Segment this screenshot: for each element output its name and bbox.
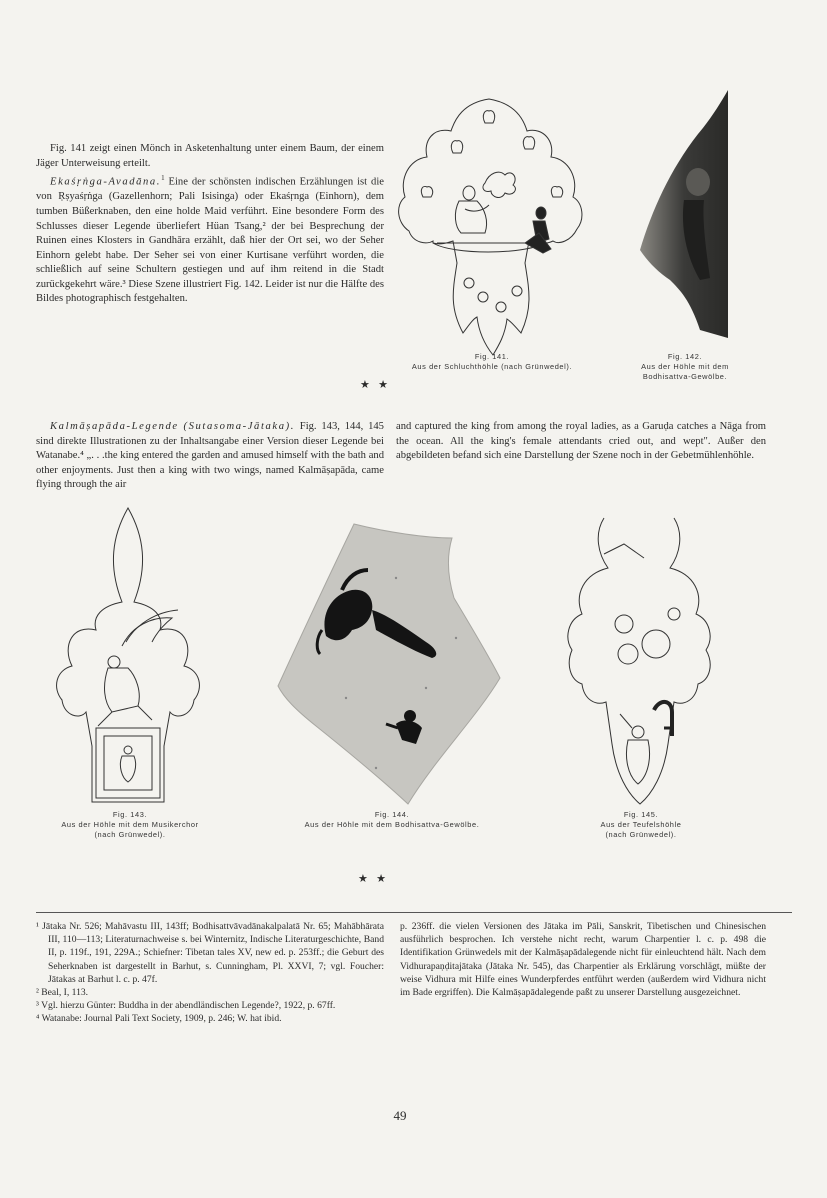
caption-fig143 (36, 810, 224, 840)
figure-caption-144: Aus der Höhle mit dem Bodhisattva-Gewölbe. (304, 820, 480, 829)
figure-caption-143-line1: Aus der Höhle mit dem Musikerchor (61, 820, 199, 829)
section-title-ekasrnga: Ekaśṛṅga-Avadāna. (50, 176, 162, 188)
footnote-3: ³ Vgl. hierzu Günter: Buddha in der abendländischen Legende?, 1922, p. 67ff. (36, 1000, 336, 1012)
paragraph-ekasrnga (36, 171, 384, 307)
footnote-rule (36, 912, 792, 913)
figure-caption-142-line2: Bodhisattva-Gewölbe. (642, 372, 728, 381)
figure-141-drawing (393, 93, 585, 358)
paragraph-fig141: Fig. 141 zeigt einen Mönch in Asketenhaltung unter einem Baum, der einem Jäger Unterweisung erteilt. (36, 143, 384, 169)
caption-fig145 (578, 810, 704, 840)
footnotes-right (400, 920, 766, 999)
figure-caption-145-line1: Aus der Teufelshöhle (600, 820, 682, 829)
kalmasapada-right-column (396, 420, 766, 464)
section-divider-stars: ★ ★ (360, 379, 388, 391)
paragraph-kalmasapada-continued: and captured the king from among the royal ladies, as a Garuḍa catches a Nāga from the ocean. All the king's female attendants cried out, and wept". Außer den abgebildeten befand sich eine Darstellung der Szene noch in der Gebetmühlenhöhle. (396, 421, 766, 462)
figure-143-drawing (52, 506, 204, 806)
caption-fig142 (620, 352, 750, 382)
section-subtitle-sutasoma: (Sutasoma-Jātaka). (183, 421, 295, 432)
figure-142-photo (640, 90, 730, 340)
footnote-4-continued: p. 236ff. die vielen Versionen des Jātaka im Pāli, Sanskrit, Tibetischen und Chinesischen ausführlich besprochen. Ich verstehe nicht recht, warum Charpentier l. c. p. 498 die Identifikation Grünwedels mit der Kalmāṣapādalegende nicht für einleuchtend hält. Nach dem Vidhurapaṇḍitajātaka (Jātaka Nr. 545), das Charpentier als Erklärung vorschlägt, müßte der weise Vidhura mit Hilfe eines Wunderpferdes entführt werden (außerdem wird Vidhura nicht im Bade ergriffen). Die Kalmāṣapādalegende paßt zu unserer Darstellung ausgezeichnet. (400, 921, 766, 999)
figure-number-142: Fig. 142. (667, 352, 703, 361)
caption-fig141 (392, 352, 592, 372)
figure-number-141: Fig. 141. (474, 352, 510, 361)
figure-caption-142-line1: Aus der Höhle mit dem (641, 362, 729, 371)
section-divider-stars-2: ★ ★ (358, 873, 386, 885)
figure-number-144: Fig. 144. (374, 810, 410, 819)
footnote-2: ² Beal, I, 113. (36, 987, 89, 999)
figure-144-photo (276, 518, 502, 808)
paragraph-kalmasapada-body: Fig. 143, 144, 145 sind direkte Illustrationen zu der Inhaltsangabe einer Version dieser Legende bei Watanabe.⁴ „. . .the king entered the garden and amused himself with the bath and other enjoyments. Just then a king with two wings, named Kalmāṣapāda, came flying through the air (36, 421, 384, 491)
kalmasapada-left-column (36, 420, 384, 493)
footnote-4: ⁴ Watanabe: Journal Pali Text Society, 1909, p. 246; W. hat ibid. (36, 1013, 282, 1025)
figure-caption-143-line2: (nach Grünwedel). (94, 830, 166, 839)
figure-145-drawing (564, 514, 714, 806)
caption-fig144 (270, 810, 514, 830)
footnotes-left (36, 920, 384, 1026)
figure-caption-145-line2: (nach Grünwedel). (605, 830, 677, 839)
figure-number-143: Fig. 143. (112, 810, 148, 819)
paragraph-kalmasapada (36, 420, 384, 493)
paragraph-ekasrnga-body: Eine der schönsten indischen Erzählungen ist die von Ṛṣyaśṛṅga (Gazellenhorn; Pali Isisinga) oder Ekaśṛnga (Einhorn), dem tumben Büßerknaben, den eine holde Maid verführt. Eine besondere Form des Schlusses dieser Legende überliefert Hüan Tsang,² der bei Besprechung der Ruinen eines Klosters in Gandhāra erzählt, daß hier der Ort sei, wo der Seher Einhorn gelebt habe. Der Seher sei von einer Kurtisane verführt worden, die schließlich auf seine Schultern gestiegen und auf ihm reitend in die Stadt zurückgekehrt wäre.³ Diese Szene illustriert Fig. 142. Leider ist nur die Hälfte des Bildes photographisch festgehalten. (36, 176, 384, 305)
footnote-ref: 1 (161, 174, 165, 183)
figure-caption-141: Aus der Schluchthöhle (nach Grünwedel). (411, 362, 573, 371)
figure-number-145: Fig. 145. (623, 810, 659, 819)
page-number: 49 (393, 1108, 407, 1123)
intro-text (36, 142, 384, 307)
section-title-kalmasapada: Kalmāṣapāda-Legende (50, 421, 179, 432)
footnote-1: ¹ Jātaka Nr. 526; Mahāvastu III, 143ff; Bodhisattvāvadānakalpalatā Nr. 65; Mahābhārata III, 110—113; Literaturnachweise s. bei Winternitz, Indische Literaturgeschichte, Band II, p. 119f., 191, 229A.; Schiefner: Tibetan tales XV, new ed. p. 253ff.; die Geburt des Seherknaben ist dargestellt in Barhut, s. Cunningham, Pl. XXVI, 7; vgl. Foucher: Jātakas at Barhut l. c. p. 47f. (36, 921, 384, 985)
